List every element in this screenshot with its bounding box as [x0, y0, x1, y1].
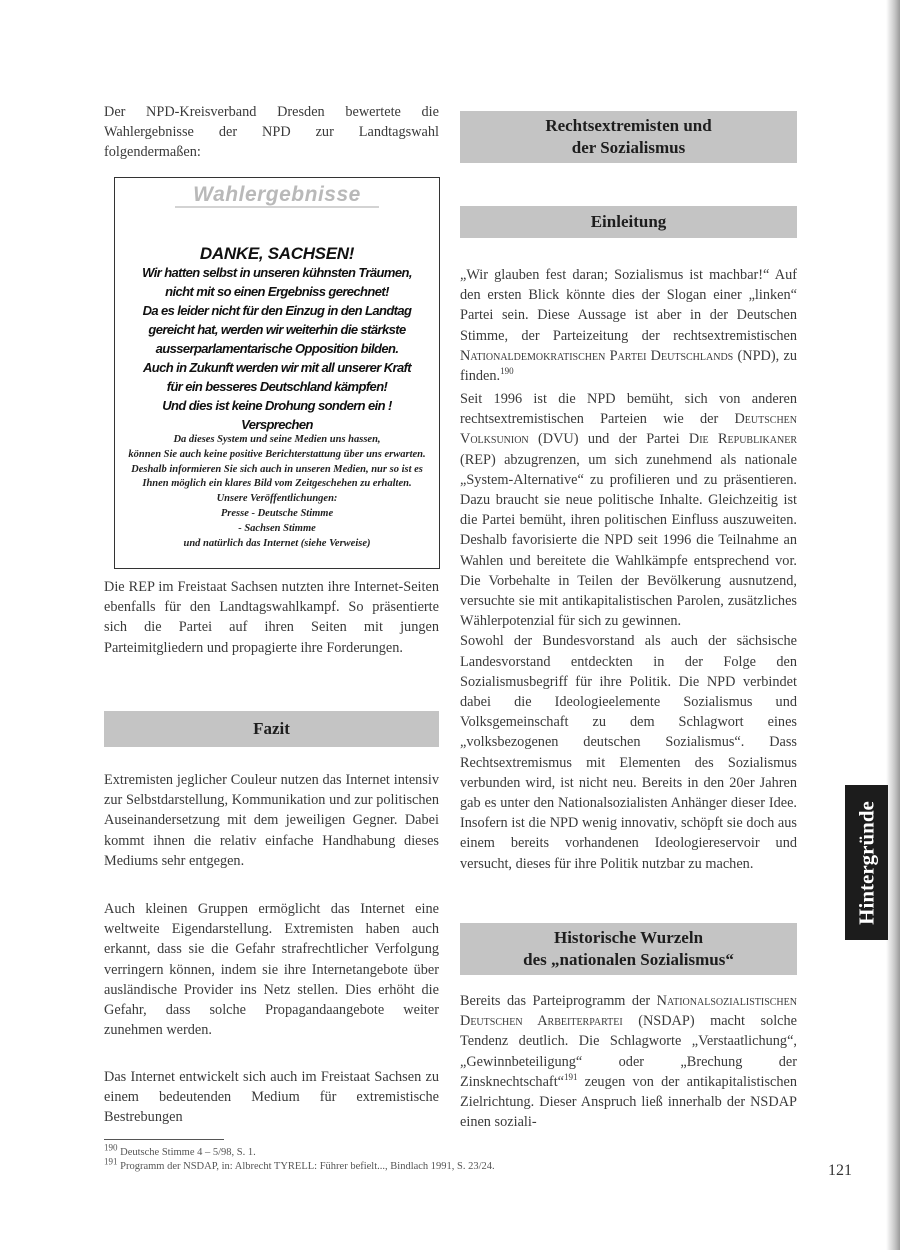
text-run: zeugen von der antikapitalistischen Zielrichtung. Dieser Anspruch ließ innerhalb der NSDAP einen soziali-: [460, 1073, 797, 1131]
heading-line: Rechtsextremisten und: [545, 116, 712, 135]
flyer-small-line: - Sachsen Stimme: [238, 523, 316, 534]
footnotes: [104, 1142, 704, 1174]
footnote-text: Deutsche Stimme 4 – 5/98, S. 1.: [120, 1147, 256, 1158]
side-tab-label: Hintergründe: [854, 800, 878, 925]
flyer-line: Wir hatten selbst in unseren kühnsten Träumen,: [142, 265, 412, 280]
text-run: (NPD), zu finden.: [460, 347, 797, 385]
einleitung-paragraph-2: [460, 389, 797, 874]
footnote-ref-190: 190: [500, 366, 514, 377]
footnote-ref-191: 191: [564, 1072, 578, 1083]
text-run: Seit 1996 ist die NPD bemüht, sich von anderen rechtsextremistischen Parteien wie der: [460, 391, 797, 428]
flyer-divider: [175, 206, 379, 208]
flyer-small-line: Unsere Veröffentlichungen:: [216, 493, 338, 504]
historische-paragraph: [460, 991, 797, 1132]
footnote-number: 190: [104, 1142, 118, 1153]
party-name-npd: Nationaldemokratischen Partei Deutschlands: [460, 347, 734, 364]
text-run: (NSDAP) macht solche Tendenz deutlich. Die Schlagworte „Verstaatlichung“, „Gewinnbeteiligung“ oder „Brechung der Zinsknechtschaft“: [460, 1013, 798, 1090]
einleitung-text-2: [460, 389, 797, 631]
flyer-small-line: und natürlich das Internet (siehe Verweise): [183, 538, 371, 549]
text-run: (DVU) und der Partei: [528, 431, 689, 448]
footnote-190: [104, 1142, 704, 1160]
flyer-small-line: Da dieses System und seine Medien uns hassen,: [173, 434, 381, 445]
footnote-text: Programm der NSDAP, in: Albrecht TYRELL: Führer befielt..., Bindlach 1991, S. 23/24.: [120, 1161, 495, 1172]
page-number: 121: [828, 1162, 852, 1179]
fazit-heading-text: Fazit: [253, 719, 290, 738]
footnote-number: 191: [104, 1156, 118, 1167]
heading-line: Historische Wurzeln: [553, 928, 704, 947]
flyer-small-line: können Sie auch keine positive Berichterstattung über uns erwarten.: [128, 449, 426, 460]
einleitung-text-3: Sowohl der Bundesvorstand als auch der sächsische Landesvorstand entdeckten in der Folge den Sozialismusbegriff für ihre Politik. Die NPD verbindet dabei die Ideologieelemente Sozialismus und Volksgemeinschaft zu dem Schlagwort eines „volksbezogenen deutschen Sozialismus“. Dass Rechtsextremismus mit Elementen des Sozialismus verbunden wird, ist nicht neu. Bereits in den 20er Jahren gab es unter den Nationalsozialisten Anhänger dieser Idee. Insofern ist die NPD wenig innovativ, schöpft sie doch aus einem bereits vorhandenen Ideologiereservoir und versucht, dieses für ihre Politik nutzbar zu machen.: [460, 633, 797, 872]
fazit-paragraph-2: [104, 899, 439, 1040]
flyer-line: für ein besseres Deutschland kämpfen!: [166, 379, 388, 394]
party-name-dvu: Deutschen Volksunion: [460, 411, 797, 448]
text-run: „Wir glauben fest daran; Sozialismus ist machbar!“ Auf den ersten Blick könnte dies der Slogan einer „linken“ Partei sein. Diese Aussage ist aber in der Deutschen Stimme, der Parteizeitung der rechtsextremistischen: [460, 267, 797, 344]
flyer-title: Wahlergebnisse: [193, 183, 361, 206]
flyer-line: Und dies ist keine Drohung sondern ein !: [162, 398, 392, 413]
intro-paragraph: [104, 102, 439, 163]
fazit-paragraph-1: [104, 770, 439, 871]
chapter-side-tab: [845, 785, 888, 940]
flyer-line: gereicht hat, werden wir weiterhin die stärkste: [148, 322, 406, 337]
section-heading-historische-wurzeln: [460, 923, 797, 975]
flyer-small-line: Deshalb informieren Sie sich auch in unseren Medien, nur so ist es Ihnen möglich ein klares Bild vom Zeitgeschehen zu erhalten.: [131, 464, 423, 489]
footnote-191: [104, 1156, 704, 1174]
einleitung-paragraph-1: [460, 265, 797, 386]
section-heading-einleitung: [460, 206, 797, 238]
flyer-small-text: [125, 433, 429, 552]
rep-text: Die REP im Freistaat Sachsen nutzten ihre Internet-Seiten ebenfalls für den Landtagswahlkampf. So präsentierte sich die Partei auf ihren Seiten mit jungen Parteimitgliedern und propagierte ihre Forderungen.: [104, 579, 439, 656]
fazit-heading: [104, 711, 439, 747]
npd-flyer-image: [114, 177, 440, 569]
flyer-main-text: [121, 244, 433, 434]
flyer-line: nicht mit so einen Ergebniss gerechnet!: [165, 284, 389, 299]
fazit-text-1: Extremisten jeglicher Couleur nutzen das Internet intensiv zur Selbstdarstellung, Kommunikation und zur politischen Auseinandersetzung mit dem jeweiligen Gegner. Dabei kommt ihnen die relativ einfache Handhabung dieses Mediums sehr entgegen.: [104, 772, 439, 869]
flyer-small-line: Presse - Deutsche Stimme: [220, 508, 334, 519]
text-run: (REP) abzugrenzen, um sich zunehmend als nationale „System-Alternative“ zu profilieren und zu präsentieren. Dazu braucht sie neue politische Inhalte. Gleichzeitig ist die Partei bemüht, ihren politischen Einfluss auszuweiten. Deshalb favorisierte die NPD seit 1996 die Teilnahme an Wahlen und bereitete die Wahlkämpfe entsprechend vor. Die Vorbehalte in Teilen der Bevölkerung ausnutzend, versuchte sie mit antikapitalistischen Parolen, zusätzliches Wählerpotenzial für sich zu gewinnen.: [460, 451, 797, 630]
fazit-paragraph-3: [104, 1067, 439, 1128]
party-name-nsdap: Nationalsozialistischen Deutschen Arbeiterpartei: [460, 993, 797, 1030]
flyer-line: Versprechen: [241, 417, 313, 432]
einleitung-text-1: [460, 265, 797, 386]
heading-line: des „nationalen Sozialismus“: [523, 950, 734, 969]
intro-text: Der NPD-Kreisverband Dresden bewertete die Wahlergebnisse der NPD zur Landtagswahl folgendermaßen:: [104, 104, 439, 161]
einleitung-heading-text: Einleitung: [590, 212, 667, 231]
flyer-line: DANKE, SACHSEN!: [199, 244, 355, 263]
footnote-separator: [104, 1139, 224, 1140]
heading-line: der Sozialismus: [571, 138, 686, 157]
party-name-rep: Die Republikaner: [688, 431, 797, 448]
fazit-text-2: Auch kleinen Gruppen ermöglicht das Internet eine weltweite Eigendarstellung. Extremisten haben auch erkannt, dass sie die Gefahr strafrechtlicher Verfolgung verringern können, indem sie ihre Internetangebote über ausländische Provider ins Netz stellen. Dies erhöht die Gefahr, dass solche Propagandaangebote weiter zunehmen werden.: [104, 901, 439, 1039]
text-run: Bereits das Parteiprogramm der: [460, 993, 657, 1009]
section-heading-rechtsextremisten: [460, 111, 797, 163]
flyer-line: ausserparlamentarische Opposition bilden.: [155, 341, 399, 356]
historische-text: [460, 991, 797, 1132]
flyer-line: Da es leider nicht für den Einzug in den Landtag: [142, 303, 412, 318]
fazit-text-3: Das Internet entwickelt sich auch im Freistaat Sachsen zu einem bedeutenden Medium für extremistische Bestrebungen: [104, 1069, 439, 1126]
page-edge-shadow: [886, 0, 900, 1250]
rep-paragraph: [104, 577, 439, 658]
flyer-line: Auch in Zukunft werden wir mit all unserer Kraft: [142, 360, 412, 375]
